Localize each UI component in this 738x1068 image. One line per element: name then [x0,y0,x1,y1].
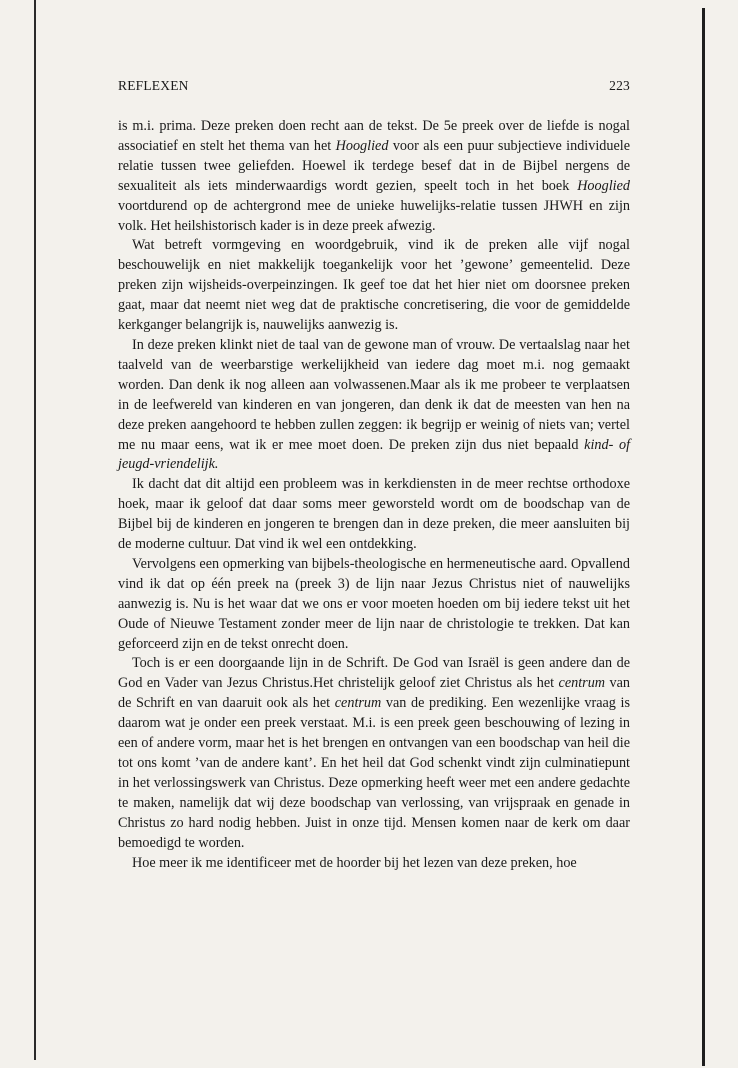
text-run: voor als een puur subjectieve individuele relatie tussen twee geliefden. Hoewel ik terdege besef dat in de Bijbel nergens de sexualiteit als iets minderwaardigs wordt gezien, speelt toch in het boek [118,137,630,194]
paragraph [118,654,630,853]
right-page-edge-line [702,8,705,1066]
running-title: REFLEXEN [118,78,189,93]
paragraph [118,854,630,874]
paragraph [118,236,630,336]
text-run: is m.i. prima. Deze preken doen recht aan de tekst. De 5e preek over de liefde is nogal associatief en stelt het thema van het [118,118,630,154]
text-run: van de prediking. Een wezenlijke vraag is daarom wat je onder een preek verstaat. M.i. is een preek geen beschouwing of lezing in een of andere vorm, maar het is het brengen en ontvangen van een boodschap van heil die tot ons komt ’van de andere kant’. En het heil dat God schenkt vindt zijn culminatiepunt in het verlossingswerk van Christus. Deze opmerking heeft weer met een andere gedachte te maken, namelijk dat wij deze boodschap van verlossing, van vrijspraak en genade in Christus zo hard nodig hebben. Juist in onze tijd. Mensen komen naar de kerk om daar bemoedigd te worden. [118,695,630,851]
paragraph [118,475,630,555]
italic-text: centrum [558,675,606,692]
paragraph [118,555,630,655]
italic-text: Hooglied [335,137,389,154]
text-run: van de Schrift en van daaruit ook als het [118,675,630,712]
italic-text: Hooglied [577,177,630,194]
italic-text: centrum [334,695,382,712]
text-run: Ik dacht dat dit altijd een probleem was in kerkdiensten in de meer rechtse orthodoxe hoek, maar ik geloof dat daar soms meer geworsteld wordt om de boodschap van de Bijbel bij de kinderen en jongeren te brengen dan in deze preken, die meer aansluiten bij de moderne cultuur. Dat vind ik wel een ontdekking. [118,476,630,553]
text-run: Hoe meer ik me identificeer met de hoorder bij het lezen van deze preken, hoe [132,854,577,871]
text-run: Wat betreft vormgeving en woordgebruik, vind ik de preken alle vijf nogal beschouwelijk en niet makkelijk toegankelijk voor het ’gewone’ gemeentelid. Deze preken zijn wijsheids-overpeinzingen. Ik geef toe dat het hier niet om doorsnee preken gaat, maar dat neemt niet weg dat de praktische concretisering, die voor de gemiddelde kerkganger belangrijk is, nauwelijks aanwezig is. [118,237,630,334]
text-run: In deze preken klinkt niet de taal van de gewone man of vrouw. De vertaalslag naar het taalveld van de weerbarstige werkelijkheid van iedere dag moet m.i. nog gemaakt worden. Dan denk ik nog alleen aan volwassenen.Maar als ik me probeer te verplaatsen in de leefwereld van kinderen en van jongeren, dan denk ik dat de meesten van hen na deze preken aangehoord te hebben zullen zeggen: ik begrijp er weinig of niets van; vertel me nu maar eens, wat ik er mee moet doen. De preken zijn dus niet bepaald [118,336,630,453]
page-number: 223 [609,78,630,93]
text-run: voortdurend op de achtergrond mee de unieke huwelijks-relatie tussen JHWH en zijn volk. Het heilshistorisch kader is in deze preek afwezig. [118,197,630,234]
running-header [118,78,630,94]
text-run: Toch is er een doorgaande lijn in de Schrift. De God van Israël is geen andere dan de God en Vader van Jezus Christus.Het christelijk geloof ziet Christus als het [118,655,630,692]
paragraph [118,336,630,475]
body-text [118,117,630,873]
italic-text: kind- of jeugd-vriendelijk. [118,436,631,473]
left-page-edge-line [34,0,36,1060]
paragraph [118,117,630,236]
text-run: Vervolgens een opmerking van bijbels-theologische en hermeneutische aard. Opvallend vind ik dat op één preek na (preek 3) de lijn naar Jezus Christus niet of nauwelijks aanwezig is. Nu is het waar dat we ons er voor moeten hoeden om bij iedere tekst uit het Oude of Nieuwe Testament zonder meer de lijn naar de christologie te trekken. Dat kan geforceerd zijn en de tekst onrecht doen. [118,555,630,652]
